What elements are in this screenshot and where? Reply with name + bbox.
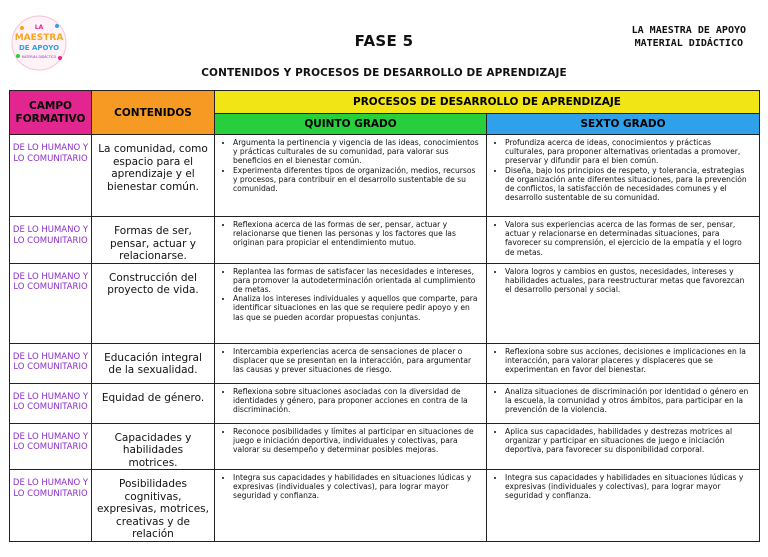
- content-table: [9, 90, 760, 542]
- table-row: [10, 263, 760, 343]
- process-item: • Valora logros y cambios en gustos, necesidades, intereses y habilidades actuales, para reestructurar metas que favorezcan el desarrollo personal y social.: [505, 267, 753, 295]
- contenido-cell: Formas de ser, pensar, actuar y relacionarse.: [92, 217, 215, 264]
- quinto-process-list: [217, 138, 480, 193]
- sexto-process-list: [489, 427, 753, 455]
- contenido-cell: Capacidades y habilidades motrices.: [92, 423, 215, 470]
- campo-formativo-cell: DE LO HUMANO Y LO COMUNITARIO: [10, 263, 92, 343]
- quinto-process-list: [217, 220, 480, 248]
- header-procesos: PROCESOS DE DESARROLLO DE APRENDIZAJE: [215, 91, 760, 114]
- process-item: • Integra sus capacidades y habilidades en situaciones lúdicas y expresivas (individuales y colectivas), para lograr mayor seguridad y confianza.: [505, 473, 753, 501]
- process-item: • Analiza los intereses individuales y aquellos que comparte, para identificar situaciones en las que se requiere pedir apoyo y en las que se pueden acordar propuestas conjuntas.: [233, 294, 480, 322]
- sexto-process-list: [489, 347, 753, 375]
- process-item: • Aplica sus capacidades, habilidades y destrezas motrices al organizar y participar en situaciones de juego e iniciación deportiva, para favorecer su disponibilidad corporal.: [505, 427, 753, 455]
- process-item: • Integra sus capacidades y habilidades en situaciones lúdicas y expresivas (individuales y colectivas), para lograr mayor seguridad y confianza.: [233, 473, 480, 501]
- table-row: [10, 343, 760, 383]
- sexto-grado-cell: [487, 263, 760, 343]
- sexto-grado-cell: [487, 217, 760, 264]
- process-item: • Argumenta la pertinencia y vigencia de las ideas, conocimientos y prácticas culturales de su comunidad, para valorar sus beneficios en el bienestar común.: [233, 138, 480, 166]
- sexto-grado-cell: [487, 343, 760, 383]
- brand-line-2: MATERIAL DIDÁCTICO: [634, 38, 743, 49]
- sexto-grado-cell: [487, 470, 760, 542]
- sexto-process-list: [489, 138, 753, 202]
- quinto-grado-cell: [215, 383, 487, 423]
- quinto-grado-cell: [215, 263, 487, 343]
- contenido-cell: Construcción del proyecto de vida.: [92, 263, 215, 343]
- table-row: [10, 135, 760, 217]
- quinto-grado-cell: [215, 135, 487, 217]
- process-item: • Diseña, bajo los principios de respeto, y tolerancia, estrategias de organización ante diferentes situaciones, para la prevención de conflictos, la satisfacción de necesidades comunes y el desarrollo sustentable de su comunidad.: [505, 166, 753, 203]
- process-item: • Reconoce posibilidades y límites al participar en situaciones de juego e iniciación deportiva, individuales y colectivas, para valorar su desempeño y determinar posibles mejoras.: [233, 427, 480, 455]
- quinto-grado-cell: [215, 217, 487, 264]
- brand-line-1: LA MAESTRA DE APOYO: [631, 25, 746, 36]
- contenido-cell: Educación integral de la sexualidad.: [92, 343, 215, 383]
- logo-line-3: DE APOYO: [18, 44, 60, 52]
- quinto-process-list: [217, 267, 480, 322]
- campo-formativo-cell: DE LO HUMANO Y LO COMUNITARIO: [10, 423, 92, 470]
- table-body: [10, 135, 760, 542]
- table-row: [10, 470, 760, 542]
- campo-formativo-cell: DE LO HUMANO Y LO COMUNITARIO: [10, 470, 92, 542]
- logo-line-1: LA: [34, 24, 44, 31]
- process-item: • Intercambia experiencias acerca de sensaciones de placer o displacer que se presentan en la interacción, para argumentar las causas y prever situaciones de riesgo.: [233, 347, 480, 375]
- process-item: • Valora sus experiencias acerca de las formas de ser, pensar, actuar y relacionarse en determinadas situaciones, para favorecer su comprensión, el ejercicio de la empatía y el logro de metas.: [505, 220, 753, 257]
- process-item: • Profundiza acerca de ideas, conocimientos y prácticas culturales, para proponer alternativas orientadas a promover, preservar y difundir para el bien común.: [505, 138, 753, 166]
- table-row: [10, 217, 760, 264]
- campo-formativo-cell: DE LO HUMANO Y LO COMUNITARIO: [10, 135, 92, 217]
- sexto-process-list: [489, 220, 753, 257]
- quinto-process-list: [217, 473, 480, 501]
- process-item: • Analiza situaciones de discriminación por identidad o género en la escuela, la comunidad y otros ámbitos, para participar en la prevención de la violencia.: [505, 387, 753, 415]
- process-item: • Replantea las formas de satisfacer las necesidades e intereses, para promover la autodeterminación orientada al cumplimiento de metas.: [233, 267, 480, 295]
- table-row: [10, 423, 760, 470]
- process-item: • Experimenta diferentes tipos de organización, medios, recursos y procesos, para contribuir en el desarrollo sustentable de su comunidad.: [233, 166, 480, 194]
- sexto-process-list: [489, 387, 753, 415]
- sexto-grado-cell: [487, 423, 760, 470]
- quinto-process-list: [217, 347, 480, 375]
- logo-line-2: MAESTRA: [14, 33, 64, 43]
- process-item: • Reflexiona sobre sus acciones, decisiones e implicaciones en la interacción, para valorar placeres y displaceres que se experimentan en favor del bienestar.: [505, 347, 753, 375]
- document-subtitle: CONTENIDOS Y PROCESOS DE DESARROLLO DE APRENDIZAJE: [201, 67, 567, 79]
- phase-title: FASE 5: [354, 32, 414, 50]
- sexto-grado-cell: [487, 383, 760, 423]
- campo-formativo-cell: DE LO HUMANO Y LO COMUNITARIO: [10, 383, 92, 423]
- table-row: [10, 383, 760, 423]
- brand-block: [632, 24, 746, 50]
- quinto-process-list: [217, 387, 480, 415]
- quinto-grado-cell: [215, 470, 487, 542]
- sexto-grado-cell: [487, 135, 760, 217]
- sexto-process-list: [489, 473, 753, 501]
- header-contenidos: CONTENIDOS: [92, 91, 215, 135]
- process-item: • Reflexiona acerca de las formas de ser, pensar, actuar y relacionarse que tienen las personas y los factores que las originan para propiciar el entendimiento mutuo.: [233, 220, 480, 248]
- contenido-cell: Equidad de género.: [92, 383, 215, 423]
- quinto-grado-cell: [215, 343, 487, 383]
- header-quinto-grado: QUINTO GRADO: [215, 114, 487, 135]
- sexto-process-list: [489, 267, 753, 295]
- process-item: • Reflexiona sobre situaciones asociadas con la diversidad de identidades y género, para proponer acciones en contra de la discriminación.: [233, 387, 480, 415]
- campo-formativo-cell: DE LO HUMANO Y LO COMUNITARIO: [10, 217, 92, 264]
- contenido-cell: Posibilidades cognitivas, expresivas, motrices, creativas y de relación: [92, 470, 215, 542]
- header-campo-formativo: CAMPO FORMATIVO: [10, 91, 92, 135]
- quinto-process-list: [217, 427, 480, 455]
- campo-formativo-cell: DE LO HUMANO Y LO COMUNITARIO: [10, 343, 92, 383]
- logo-line-4: MATERIAL DIDÁCTICO: [21, 55, 57, 59]
- quinto-grado-cell: [215, 423, 487, 470]
- header-sexto-grado: SEXTO GRADO: [487, 114, 760, 135]
- contenido-cell: La comunidad, como espacio para el aprendizaje y el bienestar común.: [92, 135, 215, 217]
